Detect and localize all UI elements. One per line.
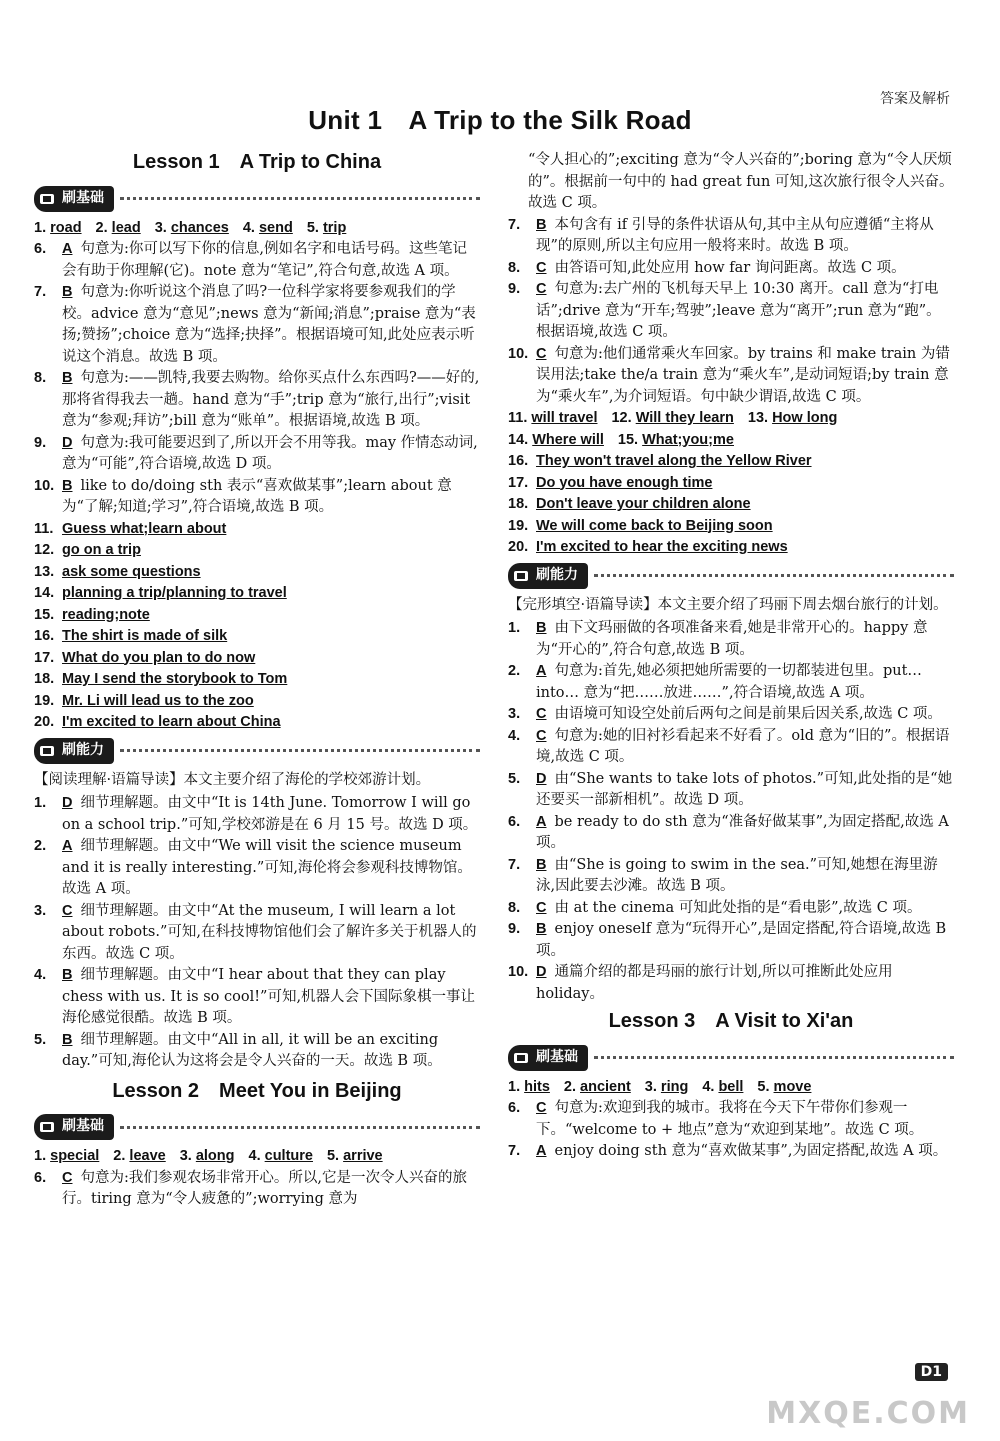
item-text: 句意为:——凯特,我要去购物。给你买点什么东西吗?——好的,那将省得我去一趟。hand 意为“手”;trip 意为“旅行,出行”;visit 意为“参观;拜访”;bill 意为“账单”。根据语境,故选 B 项。 [62, 370, 480, 429]
list-item [508, 812, 954, 855]
section-label: 刷能力 [536, 566, 578, 583]
item-number: 2. [34, 838, 47, 854]
section-label: 刷基础 [62, 1118, 104, 1135]
item-key: B [62, 477, 73, 494]
item-text: 细节理解题。由文中“It is 14th June. Tomorrow I will go on a school trip.”可知,学校郊游是在 6 月 15 号。故选 D 项。 [62, 795, 478, 833]
dotted-divider [120, 1126, 480, 1129]
item-number: 8. [508, 259, 521, 276]
section-label: 刷基础 [536, 1048, 578, 1065]
item-number: 16. [508, 453, 529, 469]
answer-group [307, 220, 346, 236]
item-number: 4. [34, 967, 47, 983]
item-text: 由语境可知设空处前后两句之间是前果后因关系,故选 C 项。 [554, 706, 942, 722]
list-item [508, 1141, 954, 1163]
dotted-divider [120, 749, 480, 752]
list-item [508, 344, 954, 409]
item-number: 13. [34, 563, 55, 580]
list-item [34, 540, 480, 562]
item-text: 句意为:你听说这个消息了吗?一位科学家将要参观我们的学校。advice 意为“意见”;news 意为“新闻;消息”;praise 意为“表扬;赞扬”;choice 意为“选择;抉择”。根据语境可知,此处应表示听说这个消息。故选 B 项。 [62, 284, 476, 365]
list-item [508, 898, 954, 920]
item-number: 6. [34, 241, 47, 257]
item-number: 7. [508, 856, 521, 873]
item-number: 17. [34, 649, 55, 666]
list-item [508, 1098, 954, 1141]
list-item [508, 962, 954, 1005]
item-number: 12. [611, 410, 632, 426]
item-key: A [536, 1143, 547, 1159]
item-number: 14. [34, 585, 55, 601]
left-column [34, 148, 480, 1211]
answer-text: move [773, 1078, 812, 1095]
item-text: enjoy doing sth 意为“喜欢做某事”,为固定搭配,故选 A 项。 [554, 1143, 948, 1159]
item-text: be ready to do sth 意为“准备好做某事”,为固定搭配,故选 A 项。 [536, 813, 949, 851]
item-key: B [536, 921, 547, 937]
cloze-items [508, 618, 954, 1005]
answer-group [327, 1148, 383, 1164]
item-number: 6. [34, 1169, 47, 1186]
answer-group [243, 220, 293, 236]
item-key: C [536, 259, 547, 276]
dotted-divider [120, 197, 480, 200]
item-text: 句意为:我们参观农场非常开心。所以,它是一次令人兴奋的旅行。tiring 意为“令人疲惫的”;worrying 意为 [62, 1169, 467, 1207]
item-key: B [536, 216, 547, 233]
answer-text: ring [660, 1078, 689, 1095]
answer-text: lead [111, 219, 141, 236]
item-number: 6. [508, 1100, 521, 1116]
item-number: 17. [508, 474, 529, 491]
item-key: A [536, 663, 547, 679]
list-item [34, 562, 480, 584]
lesson2-items [508, 215, 954, 409]
answer-row [508, 1077, 954, 1099]
item-number: 5. [306, 219, 319, 236]
answer-text: hits [524, 1078, 550, 1095]
item-text: 由“She is going to swim in the sea.”可知,她想在海里游泳,因此要去沙滩。故选 B 项。 [536, 856, 938, 894]
list-item [34, 519, 480, 541]
lesson3-items [508, 1098, 954, 1163]
item-text: like to do/doing sth 表示“喜欢做某事”;learn about 意为“了解;知道;学习”,符合语境,故选 B 项。 [62, 477, 452, 515]
item-number: 15. [34, 606, 55, 623]
answer-text: Don't leave your children alone [536, 496, 751, 512]
answer-text: I'm excited to hear the exciting news [536, 539, 788, 555]
list-item [508, 537, 954, 559]
item-number: 9. [508, 921, 521, 937]
item-number: 4. [248, 1148, 261, 1164]
item-number: 2. [563, 1078, 576, 1095]
right-column [508, 150, 954, 1163]
item-number: 16. [34, 628, 55, 644]
item-key: C [536, 899, 547, 916]
item-number: 1. [34, 219, 47, 236]
answer-group [180, 1148, 235, 1164]
lesson3-title: Lesson 3 A Visit to Xi'an [608, 1010, 854, 1032]
list-item [508, 919, 954, 962]
item-text: 句意为:首先,她必须把她所需要的一切都装进包里。put… into… 意为“把……放进……”,符合语境,故选 A 项。 [536, 663, 922, 701]
watermark: MXQE.COM [766, 1396, 970, 1431]
item-number: 2. [113, 1148, 126, 1164]
item-key: C [536, 727, 547, 744]
item-number: 13. [747, 410, 769, 426]
item-number: 4. [242, 219, 255, 236]
item-key: C [62, 1169, 73, 1186]
item-number: 3. [34, 902, 47, 919]
list-item [34, 712, 480, 734]
answer-text: planning a trip/planning to travel [62, 585, 287, 601]
answer-group [618, 432, 734, 448]
list-item [508, 473, 954, 495]
list-item [508, 855, 954, 898]
item-text: 句意为:欢迎到我的城市。我将在今天下午带你们参观一下。“welcome to + 地点”意为“欢迎到某地”。故选 C 项。 [536, 1100, 924, 1138]
answer-text: Guess what;learn about [62, 520, 227, 537]
answer-group [155, 220, 229, 236]
answer-text: bell [718, 1078, 744, 1095]
list-item [34, 282, 480, 368]
pencil-icon [512, 568, 532, 584]
item-number: 18. [508, 496, 529, 512]
answer-text: How long [772, 410, 838, 426]
item-text: 由答语可知,此处应用 how far 询问距离。故选 C 项。 [554, 259, 906, 276]
item-number: 2. [95, 219, 108, 236]
section-label: 刷基础 [62, 189, 104, 206]
page-number: D1 [915, 1363, 948, 1381]
answer-text: ancient [580, 1078, 631, 1095]
list-item [34, 1030, 480, 1073]
answer-group [508, 410, 597, 426]
list-item [508, 769, 954, 812]
item-key: A [62, 838, 73, 854]
answer-group [113, 1148, 165, 1164]
list-item [508, 726, 954, 769]
item-text: 细节理解题。由文中“At the museum, I will learn a lot about robots.”可知,在科技博物馆他们会了解许多关于机器人的东西。故选 C 项。 [62, 902, 477, 962]
section-basic-3 [508, 1043, 954, 1073]
list-item [34, 648, 480, 670]
answer-group [34, 220, 82, 236]
answer-row [34, 218, 480, 240]
lesson1-items [34, 239, 480, 519]
answer-text: will travel [531, 410, 598, 426]
answer-text: along [195, 1148, 235, 1164]
list-item [508, 516, 954, 538]
dotted-divider [594, 574, 954, 577]
item-number: 1. [34, 1148, 47, 1164]
answer-text: send [258, 219, 293, 236]
list-item [508, 279, 954, 344]
list-item [508, 258, 954, 280]
list-item [34, 793, 480, 836]
list-item [508, 494, 954, 516]
section-ability-1 [34, 736, 480, 766]
list-item [34, 476, 480, 519]
answer-group [611, 410, 733, 426]
item-number: 14. [508, 431, 529, 448]
answer-group [748, 410, 837, 426]
item-number: 3. [154, 219, 167, 236]
section-label: 刷能力 [62, 741, 104, 758]
item-number: 5. [34, 1031, 47, 1048]
item-number: 10. [508, 345, 529, 362]
list-item [34, 368, 480, 433]
list-item [508, 661, 954, 704]
list-item [508, 451, 954, 473]
answer-text: May I send the storybook to Tom [62, 671, 288, 687]
list-item [508, 215, 954, 258]
list-item [34, 605, 480, 627]
item-text: 句意为:她的旧衬衫看起来不好看了。old 意为“旧的”。根据语境,故选 C 项。 [536, 727, 950, 765]
dotted-divider [594, 1056, 954, 1059]
item-number: 5. [757, 1078, 770, 1095]
answer-group [508, 1079, 550, 1095]
list-item [34, 965, 480, 1030]
item-key: B [62, 967, 73, 983]
answer-text: culture [264, 1148, 313, 1164]
item-number: 9. [34, 434, 47, 451]
answer-text: special [50, 1148, 100, 1164]
answer-text: reading;note [62, 606, 150, 623]
item-text: 句意为:我可能要迟到了,所以开会不用等我。may 作情态动词,意为“可能”,符合语境,故选 D 项。 [62, 434, 478, 472]
section-basic-2 [34, 1112, 480, 1142]
item-key: B [536, 620, 547, 636]
item-number: 5. [508, 770, 521, 787]
item-key: C [536, 1100, 547, 1116]
reading-items [34, 793, 480, 1073]
item-key: B [62, 284, 73, 300]
pencil-icon [38, 1119, 58, 1135]
list-item [508, 618, 954, 661]
item-number: 10. [508, 964, 529, 980]
item-key: A [536, 813, 547, 830]
item-number: 3. [508, 706, 521, 722]
item-text: 细节理解题。由文中“I hear about that they can play chess with us. It is so cool!”可知,机器人会下国际象棋一事让海伦感觉很酷。故选 B 项。 [62, 967, 476, 1026]
item-number: 2. [508, 663, 521, 679]
item-number: 1. [508, 620, 521, 636]
list-item [34, 691, 480, 713]
answer-row [508, 430, 954, 452]
answer-group [96, 220, 141, 236]
item-text: 细节理解题。由文中“All in all, it will be an exciting day.”可知,海伦认为这将会是令人兴奋的一天。故选 B 项。 [62, 1031, 442, 1069]
answer-group [508, 432, 604, 448]
item-key: D [62, 795, 73, 811]
answer-text: The shirt is made of silk [62, 628, 228, 644]
answer-group [249, 1148, 313, 1164]
cloze-intro: 【完形填空·语篇导读】本文主要介绍了玛丽下周去烟台旅行的计划。 [508, 596, 948, 613]
item-number: 8. [34, 370, 47, 386]
item-number: 20. [508, 539, 529, 555]
item-number: 6. [508, 813, 521, 830]
answer-text: ask some questions [62, 563, 201, 580]
list-item [508, 704, 954, 726]
answer-text: I'm excited to learn about China [62, 714, 281, 730]
item-number: 9. [508, 281, 521, 297]
item-text: 通篇介绍的都是玛丽的旅行计划,所以可推断此处应用 holiday。 [536, 964, 893, 1002]
item-number: 1. [34, 795, 47, 811]
item-key: B [62, 370, 73, 386]
item-number: 7. [34, 284, 47, 300]
item-text: 句意为:他们通常乘火车回家。by trains 和 make train 为错误用法;take the/a train 意为“乘火车”,是动词短语;by train 意为“乘火车”,为介词短语。句中缺少谓语,故选 C 项。 [536, 345, 950, 405]
lesson2-answers [508, 451, 954, 559]
answer-text: What;you;me [642, 431, 734, 448]
section-ability-2 [508, 561, 954, 591]
answer-text: Do you have enough time [536, 474, 713, 491]
answer-group [757, 1079, 811, 1095]
item-key: D [62, 434, 73, 451]
item-key: B [536, 856, 547, 873]
lesson1-answers [34, 519, 480, 734]
item-text: 由 at the cinema 可知此处指的是“看电影”,故选 C 项。 [554, 899, 922, 916]
answer-text: road [50, 219, 82, 236]
answer-text: They won't travel along the Yellow River [536, 453, 812, 469]
item-number: 3. [179, 1148, 192, 1164]
continued-text: “令人担心的”;exciting 意为“令人兴奋的”;boring 意为“令人厌烦的”。根据前一句中的 had great fun 可知,这次旅行很令人兴奋。故选 C 项。 [528, 152, 954, 211]
item-number: 18. [34, 671, 55, 687]
item-key: D [536, 964, 547, 980]
lesson1-title: Lesson 1 A Trip to China [132, 151, 382, 173]
answer-text: chances [170, 219, 229, 236]
section-basic-1 [34, 184, 480, 214]
list-item [34, 669, 480, 691]
item-key: A [62, 241, 73, 257]
answer-group [645, 1079, 689, 1095]
answer-group [702, 1079, 743, 1095]
answer-text: Mr. Li will lead us to the zoo [62, 692, 254, 709]
item-key: C [536, 281, 547, 297]
item-text: 句意为:去广州的飞机每天早上 10:30 离开。call 意为“打电话”;drive 意为“开车;驾驶”;leave 意为“离开”;run 意为“跑”。根据语境,故选 C 项。 [536, 281, 941, 340]
item-key: C [536, 706, 547, 722]
item-number: 4. [508, 727, 521, 744]
item-key: C [62, 902, 73, 919]
answer-text: trip [322, 219, 347, 236]
answer-text: arrive [343, 1148, 383, 1164]
pencil-icon [38, 191, 58, 207]
item-number: 11. [34, 520, 54, 537]
list-item [34, 626, 480, 648]
answer-text: leave [129, 1148, 166, 1164]
item-number: 19. [34, 692, 55, 709]
item-key: B [62, 1031, 73, 1048]
item-number: 7. [508, 1143, 521, 1159]
item-text: enjoy oneself 意为“玩得开心”,是固定搭配,符合语境,故选 B 项。 [536, 921, 947, 959]
list-item [34, 901, 480, 966]
lesson2-title: Lesson 2 Meet You in Beijing [112, 1079, 402, 1102]
item-number: 20. [34, 714, 55, 730]
item-number: 5. [326, 1148, 340, 1164]
answer-text: go on a trip [62, 542, 141, 558]
item-key: D [536, 770, 547, 787]
item-text: 本句含有 if 引导的条件状语从句,其中主从句应遵循“主将从现”的原则,所以主句应用一般将来时。故选 B 项。 [536, 216, 934, 254]
item-text: 由“She wants to take lots of photos.”可知,此处指的是“她还要买一部新相机”。故选 D 项。 [536, 770, 953, 808]
item-number: 15. [617, 431, 639, 448]
reading-intro: 【阅读理解·语篇导读】本文主要介绍了海伦的学校郊游计划。 [34, 771, 431, 788]
list-item [34, 583, 480, 605]
item-key: C [536, 345, 547, 362]
pencil-icon [512, 1050, 532, 1066]
unit-title: Unit 1 A Trip to the Silk Road [308, 105, 692, 135]
list-item [34, 1168, 480, 1211]
header-label: 答案及解析 [880, 91, 950, 107]
list-item [34, 239, 480, 282]
answer-group [34, 1148, 99, 1164]
item-number: 19. [508, 517, 529, 534]
item-text: 由下文玛丽做的各项准备来看,她是非常开心的。happy 意为“开心的”,符合句意,故选 B 项。 [536, 620, 928, 658]
item-text: 细节理解题。由文中“We will visit the science museum and it is really interesting.”可知,海伦将会参观科技博物馆。故选 A 项。 [62, 838, 472, 897]
item-number: 1. [508, 1078, 521, 1095]
answer-text: What do you plan to do now [62, 649, 256, 666]
item-number: 8. [508, 899, 521, 916]
list-item [34, 836, 480, 901]
answer-row [508, 408, 954, 430]
item-number: 10. [34, 477, 55, 494]
list-item [34, 433, 480, 476]
answer-text: Where will [532, 431, 604, 448]
answer-text: We will come back to Beijing soon [536, 517, 773, 534]
pencil-icon [38, 743, 58, 759]
item-text: 句意为:你可以写下你的信息,例如名字和电话号码。这些笔记会有助于你理解(它)。note 意为“笔记”,符合句意,故选 A 项。 [62, 241, 467, 279]
item-number: 4. [702, 1078, 715, 1095]
answer-group [564, 1079, 631, 1095]
item-number: 7. [508, 216, 521, 233]
item-number: 3. [644, 1078, 657, 1095]
item-number: 11. [508, 410, 528, 426]
item-number: 12. [34, 542, 55, 558]
answer-row [34, 1146, 480, 1168]
answer-text: Will they learn [635, 410, 734, 426]
